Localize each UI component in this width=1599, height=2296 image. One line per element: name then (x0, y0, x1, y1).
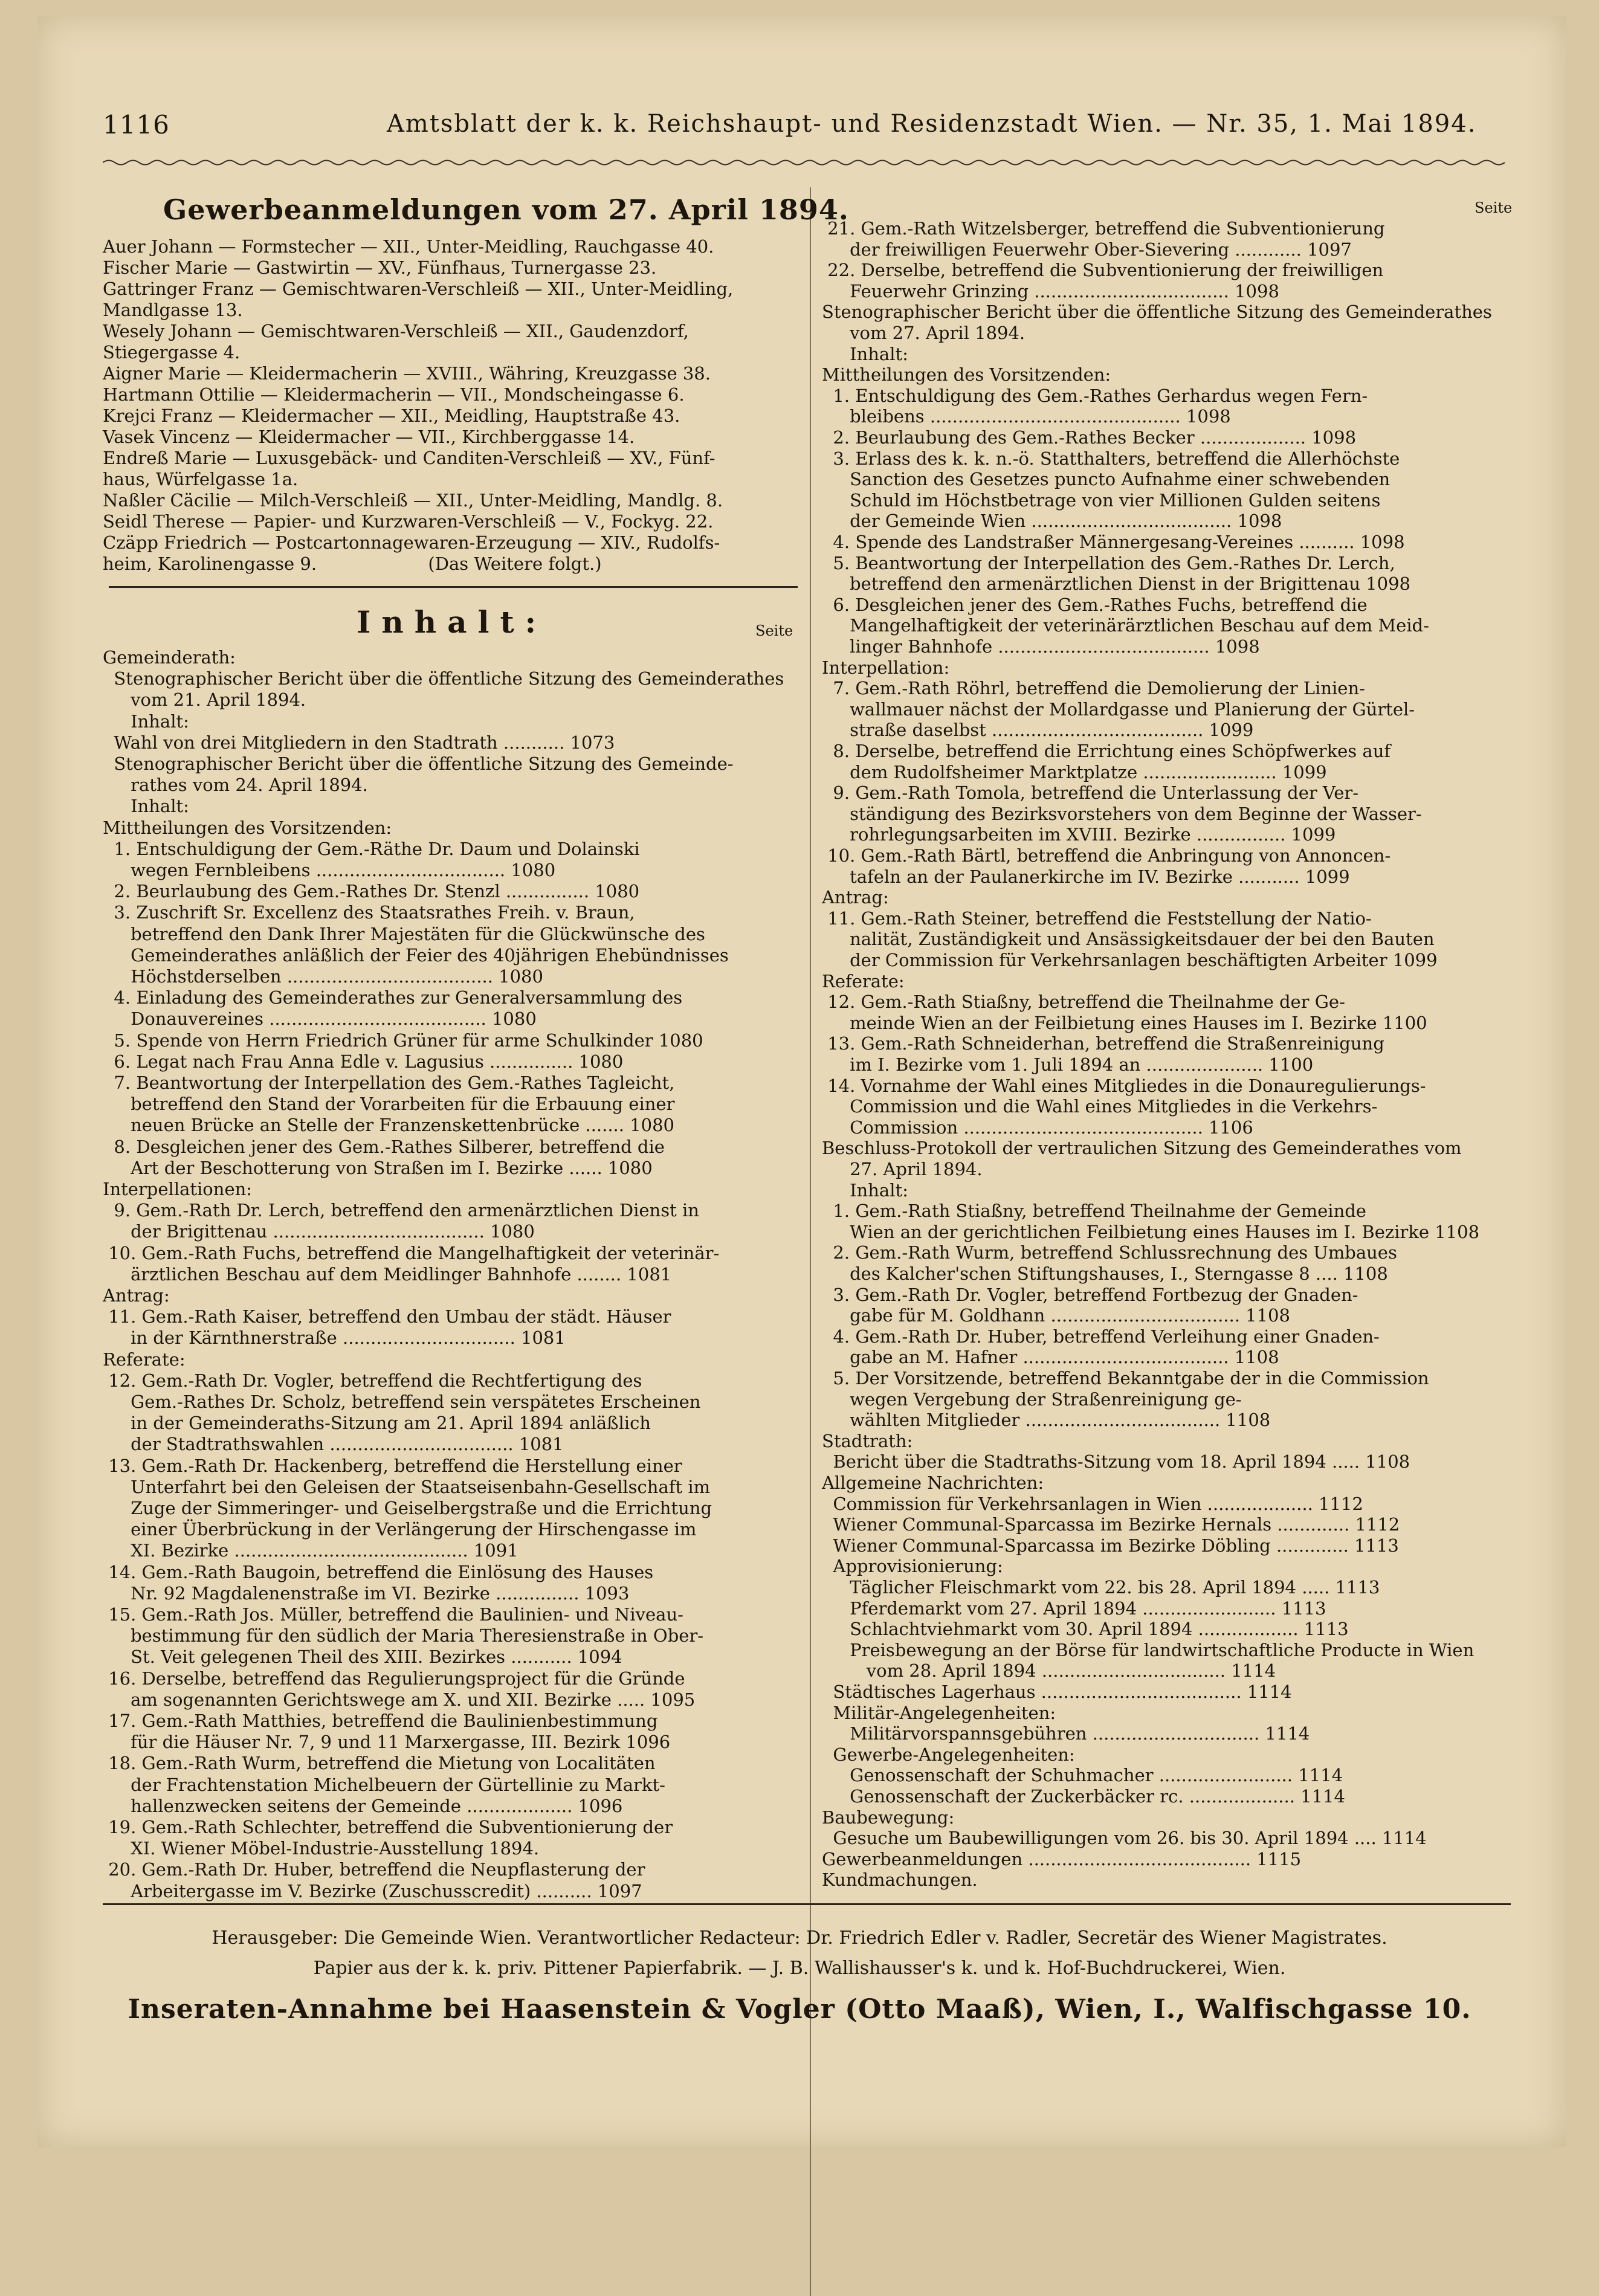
inhalt-entry: bestimmung für den südlich der Maria Theresienstraße in Ober- (103, 1625, 704, 1646)
inhalt-heading: Inhalt: (357, 604, 548, 640)
inhalt-entry: 13. Gem.-Rath Dr. Hackenberg, betreffend die Herstellung einer (103, 1455, 682, 1476)
inhalt-entry: 17. Gem.-Rath Matthies, betreffend die Baulinienbestimmung (103, 1711, 658, 1731)
gewerbe-entry: Hartmann Ottilie — Kleidermacherin — VII., Mondscheingasse 6. (103, 384, 685, 405)
inhalt-entry: 7. Beantwortung der Interpellation des Gem.-Rathes Tagleicht, (103, 1072, 675, 1093)
inhalt-entry: Referate: (822, 970, 905, 992)
seite-label-left: Seite (755, 622, 793, 639)
inhalt-entry: vom 21. April 1894. (103, 689, 306, 711)
inhalt-entry: 5. Der Vorsitzende, betreffend Bekanntgabe der in die Commission (822, 1368, 1429, 1388)
inhalt-entry: 1. Entschuldigung der Gem.-Räthe Dr. Daum und Dolainski (103, 838, 640, 859)
inhalt-entry: Höchstderselben ..................................... 1080 (103, 966, 543, 987)
inhalt-entry: Wahl von drei Mitgliedern in den Stadtrath ........... 1073 (103, 732, 615, 753)
inhalt-entry: Mangelhaftigkeit der veterinärärztlichen Beschau auf dem Meid- (822, 615, 1429, 636)
inhalt-entry: linger Bahnhofe ...................................... 1098 (822, 636, 1260, 657)
inhalt-entry: Baubewegung: (822, 1807, 955, 1828)
inhalt-entry: Militärvorspannsgebühren .............................. 1114 (822, 1723, 1310, 1744)
gewerbe-entry: Wesely Johann — Gemischtwaren-Verschleiß — XII., Gaudenzdorf, (103, 321, 689, 341)
inhalt-entry: 20. Gem.-Rath Dr. Huber, betreffend die Neupflasterung der (103, 1859, 645, 1880)
inhalt-entry: Antrag: (822, 887, 889, 908)
inhalt-entry: Unterfahrt bei den Geleisen der Staatseisenbahn-Gesellschaft im (103, 1476, 711, 1497)
inhalt-entry: Kundmachungen. (822, 1869, 978, 1891)
gewerbe-entry: haus, Würfelgasse 1a. (103, 469, 299, 489)
inhalt-entry: der freiwilligen Feuerwehr Ober-Sievering ............ 1097 (822, 239, 1352, 260)
inhalt-entry: Täglicher Fleischmarkt vom 22. bis 28. April 1894 ..... 1113 (822, 1577, 1380, 1598)
inhalt-entry: hallenzwecken seitens der Gemeinde ................... 1096 (103, 1795, 623, 1816)
inhalt-entry: Gemeinderathes anläßlich der Feier des 40jährigen Ehebündnisses (103, 944, 729, 966)
gewerbe-entry: Mandlgasse 13. (103, 300, 243, 320)
inhalt-entry: Wiener Communal-Sparcassa im Bezirke Hernals ............. 1112 (822, 1514, 1400, 1535)
inhalt-entry: wallmauer nächst der Mollardgasse und Planierung der Gürtel- (822, 698, 1415, 720)
inhalt-entry: 11. Gem.-Rath Steiner, betreffend die Feststellung der Natio- (822, 908, 1372, 929)
inhalt-entry: für die Häuser Nr. 7, 9 und 11 Marxergasse, III. Bezirk 1096 (103, 1732, 671, 1753)
inhalt-entry: 27. April 1894. (822, 1159, 983, 1179)
inhalt-entry: 15. Gem.-Rath Jos. Müller, betreffend die Baulinien- und Niveau- (103, 1604, 683, 1625)
inhalt-entry: in der Gemeinderaths-Sitzung am 21. April 1894 anläßlich (103, 1413, 651, 1434)
inhalt-entry: Allgemeine Nachrichten: (822, 1472, 1044, 1493)
inhalt-entry: Inhalt: (822, 343, 908, 364)
inhalt-entry: Genossenschaft der Zuckerbäcker rc. ................... 1114 (822, 1786, 1345, 1807)
inhalt-entry: der Commission für Verkehrsanlagen beschäftigten Arbeiter 1099 (822, 950, 1438, 970)
inhalt-entry: Commission ........................................... 1106 (822, 1117, 1253, 1138)
inhalt-entry: Gem.-Rathes Dr. Scholz, betreffend sein verspätetes Erscheinen (103, 1391, 701, 1412)
inhalt-entry: in der Kärnthnerstraße ............................... 1081 (103, 1327, 566, 1349)
page-number: 1116 (103, 110, 170, 140)
inhalt-entry: Stadtrath: (822, 1430, 913, 1451)
inhalt-entry: 4. Einladung des Gemeinderathes zur Generalversammlung des (103, 987, 683, 1008)
inhalt-entry: Interpellation: (822, 657, 950, 678)
inhalt-entry: 14. Vornahme der Wahl eines Mitgliedes in die Donauregulierungs- (822, 1075, 1426, 1096)
inhalt-entry: gabe für M. Goldhann .................................. 1108 (822, 1305, 1290, 1326)
inhalt-entry: rohrlegungsarbeiten im XVIII. Bezirke ................ 1099 (822, 824, 1336, 845)
inhalt-entry: Mittheilungen des Vorsitzenden: (103, 817, 392, 838)
inhalt-entry: 8. Derselbe, betreffend die Errichtung eines Schöpfwerkes auf (822, 741, 1391, 761)
inhalt-entry: der Frachtenstation Michelbeuern der Gürtellinie zu Markt- (103, 1774, 665, 1795)
inhalt-entry: 21. Gem.-Rath Witzelsberger, betreffend die Subventionierung (822, 218, 1385, 239)
inhalt-entry: 22. Derselbe, betreffend die Subventionierung der freiwilligen (822, 260, 1384, 281)
inhalt-entry: 3. Gem.-Rath Dr. Vogler, betreffend Fortbezug der Gnaden- (822, 1284, 1358, 1305)
inhalt-entry: Referate: (103, 1349, 186, 1370)
inhalt-entry: 6. Legat nach Frau Anna Edle v. Lagusius ............... 1080 (103, 1051, 624, 1072)
inhalt-entry: Wien an der gerichtlichen Feilbietung eines Hauses im I. Bezirke 1108 (822, 1221, 1480, 1242)
inhalt-entry: betreffend den Dank Ihrer Majestäten für die Glückwünsche des (103, 923, 705, 944)
gewerbe-entry: Fischer Marie — Gastwirtin — XV., Fünfhaus, Turnergasse 23. (103, 257, 657, 278)
page-header (0, 110, 1599, 146)
inhalt-entry: dem Rudolfsheimer Marktplatze ........................ 1099 (822, 761, 1327, 782)
inhalt-entry: Beschluss-Protokoll der vertraulichen Sitzung des Gemeinderathes vom (822, 1138, 1462, 1159)
inhalt-entry: Approvisionierung: (822, 1556, 1003, 1577)
inhalt-entry: 5. Beantwortung der Interpellation des Gem.-Rathes Dr. Lerch, (822, 552, 1395, 573)
inhalt-entry: 3. Erlass des k. k. n.-ö. Statthalters, betreffend die Allerhöchste (822, 448, 1400, 469)
inhalt-entry: 16. Derselbe, betreffend das Regulierungsproject für die Gründe (103, 1668, 685, 1689)
inhalt-entry: der Brigittenau ...................................... 1080 (103, 1221, 535, 1242)
inhalt-entry: der Gemeinde Wien .................................... 1098 (822, 511, 1282, 532)
inhalt-entry: Commission für Verkehrsanlagen in Wien ................... 1112 (822, 1493, 1363, 1514)
inhalt-entry: Inhalt: (103, 711, 189, 732)
inhalt-entry: straße daselbst ...................................... 1099 (822, 720, 1254, 741)
header-title: Amtsblatt der k. k. Reichshaupt- und Residenzstadt Wien. — Nr. 35, 1. Mai 1894. (387, 110, 1477, 138)
inhalt-entry: 2. Beurlaubung des Gem.-Rathes Becker ................... 1098 (822, 427, 1357, 448)
inhalt-entry: XI. Bezirke .......................................... 1091 (103, 1540, 518, 1561)
inhalt-entry: vom 27. April 1894. (822, 323, 1026, 343)
inhalt-entry: Inhalt: (103, 796, 189, 817)
gewerbe-heading: Gewerbeanmeldungen vom 27. April 1894. (163, 193, 849, 226)
inhalt-entry: bleibens ............................................. 1098 (822, 406, 1231, 427)
inhalt-entry: Donauvereines ....................................... 1080 (103, 1008, 537, 1030)
inhalt-entry: 9. Gem.-Rath Dr. Lerch, betreffend den armenärztlichen Dienst in (103, 1200, 699, 1221)
inhalt-entry: 10. Gem.-Rath Bärtl, betreffend die Anbringung von Annoncen- (822, 845, 1391, 866)
inhalt-entry: 14. Gem.-Rath Baugoin, betreffend die Einlösung des Hauses (103, 1561, 654, 1582)
inhalt-entry: 12. Gem.-Rath Dr. Vogler, betreffend die Rechtfertigung des (103, 1370, 642, 1391)
inhalt-entry: 13. Gem.-Rath Schneiderhan, betreffend die Straßenreinigung (822, 1033, 1384, 1054)
seite-label-right: Seite (1475, 199, 1513, 216)
inhalt-entry: Gesuche um Baubewilligungen vom 26. bis 30. April 1894 .... 1114 (822, 1828, 1427, 1849)
inhalt-entry: Antrag: (103, 1285, 170, 1306)
inhalt-entry: vom 28. April 1894 ................................. 1114 (822, 1660, 1276, 1682)
inhalt-entry: Gemeinderath: (103, 647, 236, 668)
inhalt-entry: 2. Beurlaubung des Gem.-Rathes Dr. Stenzl ............... 1080 (103, 881, 640, 902)
inhalt-entry: betreffend den Stand der Vorarbeiten für die Erbauung einer (103, 1094, 675, 1115)
inhalt-entry: Inhalt: (822, 1179, 908, 1201)
inhalt-entry: 1. Entschuldigung des Gem.-Rathes Gerhardus wegen Fern- (822, 385, 1368, 406)
inhalt-entry: nalität, Zuständigkeit und Ansässigkeitsdauer der bei den Bauten (822, 929, 1435, 950)
inhalt-entry: des Kalcher'schen Stiftungshauses, I., Sterngasse 8 .... 1108 (822, 1263, 1388, 1284)
inhalt-entry: 11. Gem.-Rath Kaiser, betreffend den Umbau der städt. Häuser (103, 1306, 671, 1327)
inhalt-entry: Bericht über die Stadtraths-Sitzung vom 18. April 1894 ..... 1108 (822, 1451, 1410, 1472)
inhalt-entry: Sanction des Gesetzes puncto Aufnahme einer schwebenden (822, 469, 1391, 490)
inhalt-entry: Zuge der Simmeringer- und Geiselbergstraße und die Errichtung (103, 1498, 712, 1518)
inhalt-entry: Art der Beschotterung von Straßen im I. Bezirke ...... 1080 (103, 1157, 653, 1178)
footer-publisher: Herausgeber: Die Gemeinde Wien. Verantwortlicher Redacteur: Dr. Friedrich Edler v. Radler, Secretär des Wiener Magistrates. (212, 1927, 1387, 1949)
inhalt-entry: Interpellationen: (103, 1179, 253, 1199)
inhalt-entry: 2. Gem.-Rath Wurm, betreffend Schlussrechnung des Umbaues (822, 1242, 1397, 1263)
inhalt-entry: 4. Spende des Landstraßer Männergesang-Vereines .......... 1098 (822, 532, 1405, 552)
inhalt-entry: Gewerbe-Angelegenheiten: (822, 1744, 1075, 1765)
gewerbe-entry: Auer Johann — Formstecher — XII., Unter-Meidling, Rauchgasse 40. (103, 236, 714, 257)
inhalt-entry: Preisbewegung an der Börse für landwirtschaftliche Producte in Wien (822, 1639, 1475, 1660)
inhalt-entry: wegen Vergebung der Straßenreinigung ge- (822, 1388, 1242, 1410)
gewerbe-entry: Stiegergasse 4. (103, 342, 241, 363)
inhalt-entry: meinde Wien an der Feilbietung eines Hauses im I. Bezirke 1100 (822, 1012, 1427, 1033)
inhalt-entry: 5. Spende von Herrn Friedrich Grüner für arme Schulkinder 1080 (103, 1030, 703, 1051)
inhalt-entry: Militär-Angelegenheiten: (822, 1702, 1056, 1723)
gewerbe-entry: Gattringer Franz — Gemischtwaren-Verschleiß — XII., Unter-Meidling, (103, 279, 734, 299)
header-wavy-rule (103, 158, 1511, 167)
gewerbe-entry: Endreß Marie — Luxusgebäck- und Canditen-Verschleiß — XV., Fünf- (103, 448, 716, 468)
inhalt-entry: Stenographischer Bericht über die öffentliche Sitzung des Gemeinderathes (822, 302, 1492, 323)
inhalt-entry: rathes vom 24. April 1894. (103, 775, 368, 796)
inhalt-entry: Stenographischer Bericht über die öffentliche Sitzung des Gemeinderathes (103, 668, 784, 689)
inhalt-entry: 1. Gem.-Rath Stiaßny, betreffend Theilnahme der Gemeinde (822, 1201, 1366, 1222)
inhalt-entry: 6. Desgleichen jener des Gem.-Rathes Fuchs, betreffend die (822, 594, 1368, 615)
inhalt-entry: 4. Gem.-Rath Dr. Huber, betreffend Verleihung einer Gnaden- (822, 1326, 1380, 1347)
inhalt-entry: neuen Brücke an Stelle der Franzenskettenbrücke ....... 1080 (103, 1115, 674, 1136)
inhalt-entry: betreffend den armenärztlichen Dienst in der Brigittenau 1098 (822, 573, 1410, 595)
inhalt-entry: 7. Gem.-Rath Röhrl, betreffend die Demolierung der Linien- (822, 678, 1365, 699)
gewerbe-entry: Naßler Cäcilie — Milch-Verschleiß — XII., Unter-Meidling, Mandlg. 8. (103, 490, 723, 511)
gewerbe-entry: Czäpp Friedrich — Postcartonnagewaren-Erzeugung — XIV., Rudolfs- (103, 532, 720, 553)
inhalt-entry: XI. Wiener Möbel-Industrie-Ausstellung 1894. (103, 1838, 540, 1859)
inhalt-entry: im I. Bezirke vom 1. Juli 1894 an ..................... 1100 (822, 1054, 1314, 1075)
gewerbe-entry: Krejci Franz — Kleidermacher — XII., Meidling, Hauptstraße 43. (103, 405, 680, 426)
inhalt-entry: wegen Fernbleibens .................................. 1080 (103, 860, 556, 880)
inhalt-entry: Gewerbeanmeldungen ........................................ 1115 (822, 1848, 1302, 1869)
column-divider (810, 187, 811, 2296)
inhalt-entry: Städtisches Lagerhaus .................................... 1114 (822, 1682, 1292, 1702)
inhalt-entry: 19. Gem.-Rath Schlechter, betreffend die Subventionierung der (103, 1817, 673, 1837)
inhalt-entry: gabe an M. Hafner ..................................... 1108 (822, 1347, 1279, 1368)
inhalt-entry: der Stadtrathswahlen ................................. 1081 (103, 1434, 564, 1455)
inhalt-entry: Wiener Communal-Sparcassa im Bezirke Döbling ............. 1113 (822, 1535, 1399, 1556)
inhalt-entry: 10. Gem.-Rath Fuchs, betreffend die Mangelhaftigkeit der veterinär- (103, 1242, 720, 1263)
inhalt-entry: tafeln an der Paulanerkirche im IV. Bezirke ........... 1099 (822, 866, 1350, 887)
footer-rule (103, 1903, 1511, 1905)
inhalt-entry: Pferdemarkt vom 27. April 1894 ........................ 1113 (822, 1598, 1326, 1619)
inhalt-entry: Schuld im Höchstbetrage von vier Millionen Gulden seitens (822, 489, 1381, 511)
inhalt-entry: St. Veit gelegenen Theil des XIII. Bezirkes ........... 1094 (103, 1646, 622, 1668)
inhalt-entry: Feuerwehr Grinzing ................................... 1098 (822, 280, 1279, 302)
inhalt-entry: ständigung des Bezirksvorstehers von dem Beginne der Wasser- (822, 803, 1422, 824)
inhalt-entry: 18. Gem.-Rath Wurm, betreffend die Mietung von Localitäten (103, 1753, 656, 1774)
inhalt-entry: Schlachtviehmarkt vom 30. April 1894 .................. 1113 (822, 1619, 1349, 1640)
inhalt-entry: Arbeitergasse im V. Bezirke (Zuschusscredit) .......... 1097 (103, 1880, 642, 1901)
inhalt-entry: Stenographischer Bericht über die öffentliche Sitzung des Gemeinde- (103, 753, 734, 774)
inhalt-entry: Nr. 92 Magdalenenstraße im VI. Bezirke ............... 1093 (103, 1582, 630, 1604)
inhalt-entry: wählten Mitglieder ................................... 1108 (822, 1410, 1271, 1431)
inhalt-entry: 9. Gem.-Rath Tomola, betreffend die Unterlassung der Ver- (822, 782, 1359, 804)
inhalt-entry: Commission und die Wahl eines Mitgliedes in die Verkehrs- (822, 1096, 1378, 1117)
inhalt-entry: einer Überbrückung in der Verlängerung der Hirschengasse im (103, 1519, 697, 1540)
inhalt-entry: Mittheilungen des Vorsitzenden: (822, 364, 1111, 385)
inhalt-entry: 3. Zuschrift Sr. Excellenz des Staatsrathes Freih. v. Braun, (103, 902, 635, 923)
section-rule (109, 586, 798, 588)
footer-printer: Papier aus der k. k. priv. Pittener Papierfabrik. — J. B. Wallishausser's k. und k. Hof-Buchdruckerei, Wien. (313, 1958, 1286, 1979)
inhalt-entry: am sogenannten Gerichtswege am X. und XII. Bezirke ..... 1095 (103, 1689, 696, 1710)
inhalt-entry: Genossenschaft der Schuhmacher ........................ 1114 (822, 1765, 1343, 1786)
gewerbe-entry: Aigner Marie — Kleidermacherin — XVIII., Währing, Kreuzgasse 38. (103, 363, 711, 384)
gewerbe-entry: heim, Karolinengasse 9. (Das Weitere folgt.) (103, 553, 602, 574)
inhalt-entry: 8. Desgleichen jener des Gem.-Rathes Silberer, betreffend die (103, 1136, 665, 1157)
gewerbe-entry: Vasek Vincenz — Kleidermacher — VII., Kirchberggasse 14. (103, 427, 635, 447)
gewerbe-entry: Seidl Therese — Papier- und Kurzwaren-Verschleiß — V., Fockyg. 22. (103, 511, 714, 532)
footer-advert: Inseraten-Annahme bei Haasenstein & Vogler (Otto Maaß), Wien, I., Walfischgasse 10. (128, 1994, 1471, 2025)
inhalt-entry: 12. Gem.-Rath Stiaßny, betreffend die Theilnahme der Ge- (822, 992, 1345, 1013)
inhalt-entry: ärztlichen Beschau auf dem Meidlinger Bahnhofe ........ 1081 (103, 1263, 672, 1285)
